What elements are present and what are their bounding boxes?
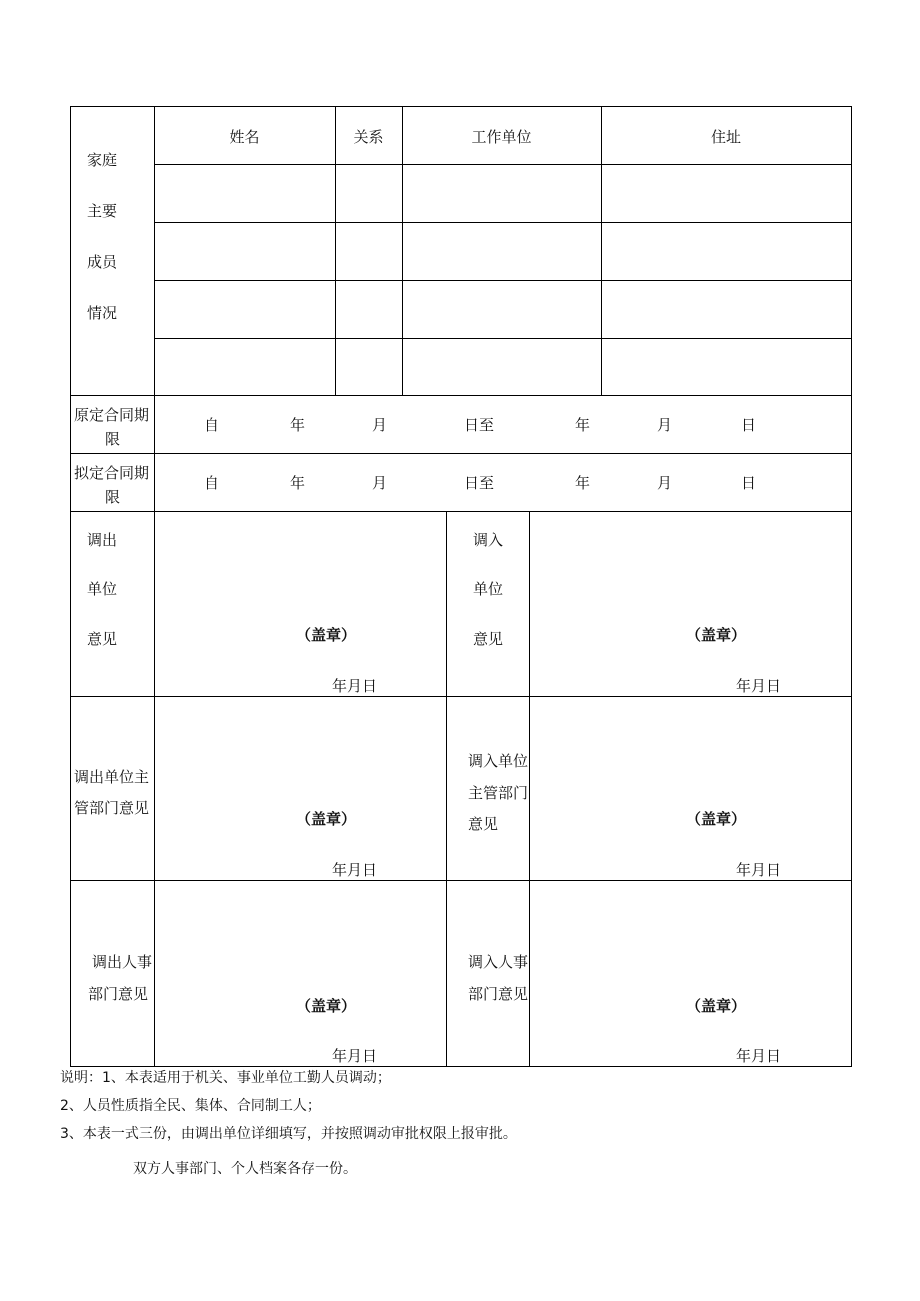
table-border-top: [70, 106, 852, 107]
table-border-right: [851, 106, 852, 1067]
table-border-left: [70, 106, 71, 1067]
seal-text: （盖章）: [686, 997, 747, 1015]
header-name: 姓名: [229, 128, 260, 146]
in-unit-label: 调入: [473, 531, 504, 549]
date-part: 月: [372, 416, 388, 434]
family-row-line: [154, 222, 852, 223]
date-part: 月: [657, 474, 673, 492]
date-part: 自: [204, 474, 220, 492]
date-part: 年: [290, 416, 306, 434]
note-line: 说明：1、本表适用于机关、事业单位工勤人员调动；: [60, 1070, 391, 1086]
out-dept-label: 管部门意见: [74, 799, 150, 817]
in-unit-label: 单位: [473, 580, 504, 598]
seal-text: （盖章）: [296, 810, 357, 828]
note-line: 双方人事部门、个人档案各存一份。: [133, 1161, 357, 1177]
section-line: [70, 511, 852, 512]
section-line: [70, 696, 852, 697]
header-address: 住址: [710, 128, 741, 146]
date-text: 年月日: [332, 677, 378, 695]
date-part: 月: [657, 416, 673, 434]
in-unit-label: 意见: [473, 630, 504, 648]
family-label-line: 成员: [87, 253, 118, 271]
family-label-line: 家庭: [87, 151, 118, 169]
family-row-line: [154, 338, 852, 339]
proposed-contract-label: 限: [105, 488, 121, 506]
family-row-line: [154, 164, 852, 165]
family-col-line: [601, 106, 602, 396]
date-part: 年: [575, 416, 591, 434]
out-unit-label: 单位: [87, 580, 118, 598]
out-hr-label: 调出人事: [92, 953, 153, 971]
header-workplace: 工作单位: [471, 128, 532, 146]
family-col-line: [335, 106, 336, 396]
date-text: 年月日: [332, 861, 378, 879]
in-dept-label: 主管部门: [468, 784, 529, 802]
out-unit-label: 调出: [87, 531, 118, 549]
family-col-line: [402, 106, 403, 396]
date-part: 年: [575, 474, 591, 492]
out-hr-label: 部门意见: [88, 985, 149, 1003]
original-contract-label: 原定合同期: [74, 406, 150, 424]
out-dept-label: 调出单位主: [74, 768, 150, 786]
in-dept-label: 意见: [468, 815, 499, 833]
date-part: 日至: [464, 416, 495, 434]
seal-text: （盖章）: [296, 626, 357, 644]
family-row-line: [154, 280, 852, 281]
in-hr-label: 调入人事: [468, 953, 529, 971]
date-part: 自: [204, 416, 220, 434]
section-line: [70, 453, 852, 454]
opinion-col-line: [529, 511, 530, 1067]
seal-text: （盖章）: [686, 626, 747, 644]
note-line: 2、人员性质指全民、集体、合同制工人；: [60, 1098, 321, 1114]
in-hr-label: 部门意见: [468, 985, 529, 1003]
label-col-line: [154, 106, 155, 1067]
section-line: [70, 395, 852, 396]
date-text: 年月日: [736, 861, 782, 879]
opinion-col-line: [446, 511, 447, 1067]
date-part: 日至: [464, 474, 495, 492]
date-text: 年月日: [736, 1047, 782, 1065]
date-part: 月: [372, 474, 388, 492]
in-dept-label: 调入单位: [468, 752, 529, 770]
date-text: 年月日: [332, 1047, 378, 1065]
original-contract-label: 限: [105, 430, 121, 448]
date-part: 日: [741, 416, 757, 434]
family-label-line: 主要: [87, 202, 118, 220]
table-border-bottom: [70, 1066, 852, 1067]
seal-text: （盖章）: [296, 997, 357, 1015]
seal-text: （盖章）: [686, 810, 747, 828]
proposed-contract-label: 拟定合同期: [74, 464, 150, 482]
out-unit-label: 意见: [87, 630, 118, 648]
date-part: 日: [741, 474, 757, 492]
section-line: [70, 880, 852, 881]
header-relation: 关系: [353, 128, 384, 146]
note-line: 3、本表一式三份，由调出单位详细填写，并按照调动审批权限上报审批。: [60, 1126, 517, 1142]
date-part: 年: [290, 474, 306, 492]
date-text: 年月日: [736, 677, 782, 695]
family-label-line: 情况: [87, 304, 118, 322]
